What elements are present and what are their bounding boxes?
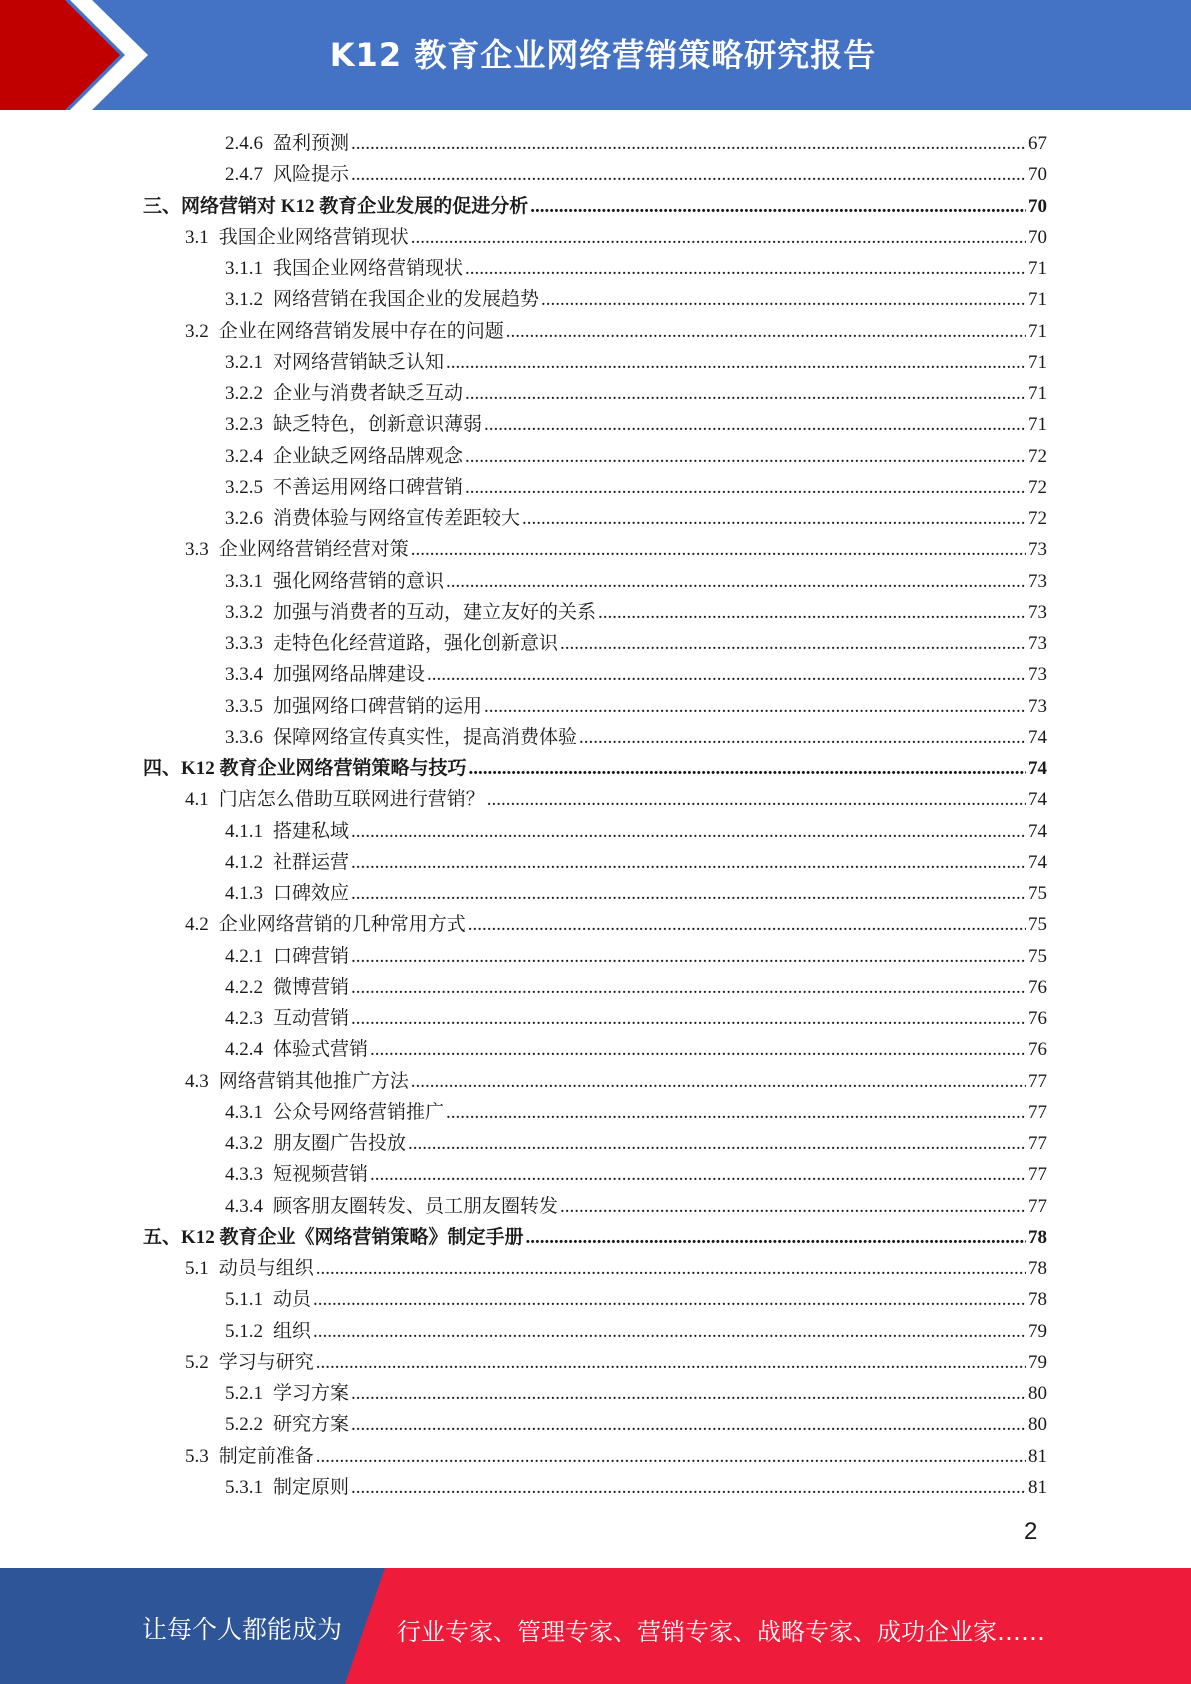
toc-dot-leader (598, 597, 1026, 628)
toc-entry[interactable] (143, 409, 1047, 440)
toc-entry-page: 74 (1028, 758, 1047, 779)
toc-dot-leader (351, 878, 1026, 909)
toc-dot-leader (446, 566, 1026, 597)
toc-entry-number: 5.2.2 (225, 1414, 263, 1436)
toc-entry-page: 70 (1028, 164, 1047, 186)
toc-entry-title: 加强与消费者的互动，建立友好的关系 (273, 601, 597, 623)
toc-dot-leader (351, 1409, 1026, 1440)
toc-entry-page: 77 (1028, 1070, 1047, 1092)
toc-entry-title: 企业与消费者缺乏互动 (273, 383, 464, 404)
toc-entry[interactable] (143, 1441, 1047, 1472)
toc-entry-page: 73 (1028, 601, 1047, 623)
toc-entry-title: 社群运营 (273, 851, 350, 873)
toc-entry-number: 2.4.6 (225, 133, 263, 154)
toc-entry[interactable] (143, 347, 1047, 378)
toc-entry-title: 网络营销在我国企业的发展趋势 (273, 289, 540, 311)
toc-entry[interactable] (143, 222, 1047, 253)
toc-entry-title: 三、网络营销对 K12 教育企业发展的促进分析 (143, 195, 529, 217)
toc-entry-page: 75 (1028, 914, 1047, 936)
toc-entry-number: 4.2.3 (225, 1008, 263, 1029)
toc-entry[interactable] (143, 441, 1047, 472)
toc-entry-number: 3.3.6 (225, 726, 263, 748)
toc-entry-title: 动员与组织 (218, 1258, 314, 1279)
toc-dot-leader (506, 316, 1026, 347)
toc-entry-page: 73 (1028, 695, 1047, 717)
toc-entry[interactable] (143, 816, 1047, 847)
toc-entry-number: 4.3 (185, 1070, 209, 1092)
page-footer (0, 1568, 1191, 1684)
toc-dot-leader (316, 1441, 1026, 1472)
table-of-contents (143, 128, 1047, 1503)
toc-entry-number: 5.1.2 (225, 1320, 263, 1342)
toc-entry[interactable] (143, 1128, 1047, 1159)
toc-dot-leader (408, 1128, 1026, 1159)
toc-entry-page: 80 (1028, 1383, 1047, 1404)
toc-entry-title: 制定原则 (273, 1476, 350, 1498)
toc-entry-number: 2.4.7 (225, 164, 263, 186)
toc-entry-number: 3.1.1 (225, 258, 263, 279)
toc-entry-page: 71 (1028, 414, 1047, 436)
toc-entry-title: 对网络营销缺乏认知 (273, 351, 445, 373)
toc-entry-number: 5.1.1 (225, 1289, 263, 1311)
toc-entry-title: 缺乏特色，创新意识薄弱 (273, 414, 483, 436)
toc-entry-title: 朋友圈广告投放 (273, 1133, 407, 1154)
toc-entry-page: 79 (1028, 1320, 1047, 1342)
document-title: K12 教育企业网络营销策略研究报告 (329, 36, 877, 74)
toc-dot-leader (465, 472, 1026, 503)
toc-entry[interactable] (143, 566, 1047, 597)
toc-entry-page: 78 (1028, 1226, 1047, 1248)
toc-entry-number: 4.3.4 (225, 1195, 263, 1217)
toc-dot-leader (370, 1159, 1026, 1190)
toc-entry[interactable] (143, 784, 1047, 815)
toc-entry-page: 77 (1028, 1164, 1047, 1186)
toc-entry-title: 五、K12 教育企业《网络营销策略》制定手册 (143, 1226, 524, 1248)
toc-entry-title: 网络营销其他推广方法 (218, 1070, 409, 1092)
toc-entry[interactable] (143, 1066, 1047, 1097)
toc-dot-leader (313, 1316, 1026, 1347)
toc-entry-number: 3.3.2 (225, 601, 263, 623)
toc-dot-leader (351, 1472, 1026, 1503)
toc-entry-title: 企业网络营销经营对策 (218, 539, 409, 561)
toc-dot-leader (446, 1097, 1026, 1128)
toc-entry-number: 3.3.5 (225, 695, 263, 717)
toc-entry-page: 75 (1028, 945, 1047, 967)
toc-entry-page: 78 (1028, 1289, 1047, 1311)
toc-entry-title: 研究方案 (273, 1414, 350, 1436)
toc-entry-page: 77 (1028, 1133, 1047, 1154)
toc-entry-title: 公众号网络营销推广 (273, 1101, 445, 1123)
toc-entry-title: 学习与研究 (218, 1351, 314, 1373)
toc-entry-number: 5.2.1 (225, 1383, 263, 1404)
toc-entry[interactable] (143, 316, 1047, 347)
toc-dot-leader (411, 1066, 1026, 1097)
toc-entry-title: 短视频营销 (273, 1164, 369, 1186)
toc-entry-page: 76 (1028, 1008, 1047, 1029)
toc-entry-page: 71 (1028, 258, 1047, 279)
toc-entry-number: 4.2 (185, 914, 209, 936)
toc-entry[interactable] (143, 691, 1047, 722)
toc-entry-number: 3.2 (185, 320, 209, 342)
toc-entry-number: 4.2.1 (225, 945, 263, 967)
toc-entry-number: 3.3.4 (225, 664, 263, 686)
toc-entry-title: 动员 (273, 1289, 312, 1311)
toc-entry-number: 3.2.2 (225, 383, 263, 404)
toc-entry-title: 口碑效应 (273, 883, 350, 904)
toc-entry-page: 77 (1028, 1101, 1047, 1123)
toc-entry-page: 73 (1028, 664, 1047, 686)
toc-entry-page: 71 (1028, 351, 1047, 373)
toc-dot-leader (484, 691, 1026, 722)
toc-entry[interactable] (143, 284, 1047, 315)
toc-entry-number: 5.1 (185, 1258, 209, 1279)
toc-entry-number: 3.3 (185, 539, 209, 561)
toc-entry-number: 4.1.2 (225, 851, 263, 873)
toc-entry-title: 加强网络品牌建设 (273, 664, 426, 686)
toc-entry-title: 消费体验与网络宣传差距较大 (273, 508, 521, 529)
toc-entry-page: 77 (1028, 1195, 1047, 1217)
toc-entry-page: 80 (1028, 1414, 1047, 1436)
toc-entry[interactable] (143, 909, 1047, 940)
toc-entry-number: 4.1 (185, 789, 209, 811)
toc-entry-title: 微博营销 (273, 976, 350, 998)
toc-entry-title: 风险提示 (273, 164, 350, 186)
toc-dot-leader (351, 972, 1026, 1003)
page-header (0, 0, 1191, 110)
toc-entry-page: 70 (1028, 226, 1047, 248)
toc-entry-title: 口碑营销 (273, 945, 350, 967)
toc-dot-leader (465, 253, 1026, 284)
toc-entry-title: 我国企业网络营销现状 (273, 258, 464, 279)
toc-entry-page: 70 (1028, 195, 1047, 217)
toc-entry-page: 74 (1028, 820, 1047, 842)
toc-entry-number: 3.1.2 (225, 289, 263, 311)
toc-entry-title: 四、K12 教育企业网络营销策略与技巧 (143, 758, 467, 779)
toc-dot-leader (316, 1347, 1026, 1378)
toc-dot-leader (465, 378, 1026, 409)
toc-dot-leader (351, 1003, 1026, 1034)
toc-dot-leader (465, 441, 1026, 472)
toc-entry[interactable] (143, 847, 1047, 878)
toc-dot-leader (560, 628, 1026, 659)
footer-roles: 行业专家、管理专家、营销专家、战略专家、成功企业家…… (397, 1618, 1045, 1646)
toc-entry[interactable] (143, 941, 1047, 972)
toc-entry[interactable] (143, 1409, 1047, 1440)
toc-entry-title: 体验式营销 (273, 1039, 369, 1061)
toc-dot-leader (530, 191, 1026, 222)
toc-entry-number: 3.2.5 (225, 476, 263, 498)
toc-entry-page: 81 (1028, 1445, 1047, 1467)
toc-entry[interactable] (143, 1191, 1047, 1222)
toc-entry-title: 企业在网络营销发展中存在的问题 (218, 320, 504, 342)
toc-entry-page: 74 (1028, 726, 1047, 748)
toc-entry[interactable] (143, 1097, 1047, 1128)
toc-entry-number: 3.2.6 (225, 508, 263, 529)
toc-entry-title: 不善运用网络口碑营销 (273, 476, 464, 498)
toc-entry-number: 3.2.4 (225, 445, 263, 467)
toc-entry[interactable] (143, 1034, 1047, 1065)
toc-entry-page: 67 (1028, 133, 1047, 154)
toc-dot-leader (351, 941, 1026, 972)
toc-entry-page: 74 (1028, 789, 1047, 811)
toc-entry-number: 3.3.1 (225, 570, 263, 592)
toc-entry-number: 5.2 (185, 1351, 209, 1373)
toc-entry-title: 我国企业网络营销现状 (218, 226, 409, 248)
toc-entry-page: 72 (1028, 508, 1047, 529)
toc-dot-leader (526, 1222, 1026, 1253)
toc-entry[interactable] (143, 1347, 1047, 1378)
toc-entry-number: 5.3 (185, 1445, 209, 1467)
toc-dot-leader (351, 816, 1026, 847)
toc-dot-leader (313, 1284, 1026, 1315)
toc-entry-page: 76 (1028, 1039, 1047, 1061)
toc-entry-title: 组织 (273, 1320, 312, 1342)
toc-entry-page: 76 (1028, 976, 1047, 998)
toc-entry-title: 制定前准备 (218, 1445, 314, 1467)
toc-entry-page: 71 (1028, 320, 1047, 342)
toc-entry-number: 3.2.3 (225, 414, 263, 436)
toc-entry-page: 75 (1028, 883, 1047, 904)
toc-dot-leader (351, 1378, 1026, 1409)
toc-entry-title: 企业缺乏网络品牌观念 (273, 445, 464, 467)
toc-dot-leader (469, 753, 1026, 784)
toc-entry-page: 78 (1028, 1258, 1047, 1279)
toc-dot-leader (316, 1253, 1026, 1284)
toc-entry-number: 4.3.1 (225, 1101, 263, 1123)
toc-entry[interactable] (143, 597, 1047, 628)
toc-entry[interactable] (143, 659, 1047, 690)
toc-dot-leader (579, 722, 1026, 753)
toc-entry-number: 4.1.3 (225, 883, 263, 904)
toc-entry-number: 4.3.2 (225, 1133, 263, 1154)
toc-entry-page: 71 (1028, 383, 1047, 404)
toc-entry-page: 79 (1028, 1351, 1047, 1373)
toc-dot-leader (351, 847, 1026, 878)
toc-entry[interactable] (143, 722, 1047, 753)
toc-entry-page: 73 (1028, 570, 1047, 592)
toc-entry[interactable] (143, 972, 1047, 1003)
toc-entry[interactable] (143, 628, 1047, 659)
footer-slogan: 让每个人都能成为 (142, 1615, 343, 1644)
toc-entry-page: 71 (1028, 289, 1047, 311)
toc-dot-leader (487, 784, 1026, 815)
toc-entry[interactable] (143, 159, 1047, 190)
toc-dot-leader (411, 534, 1026, 565)
toc-dot-leader (411, 222, 1026, 253)
toc-entry-page: 73 (1028, 633, 1047, 654)
toc-entry[interactable] (143, 1472, 1047, 1503)
toc-dot-leader (351, 159, 1026, 190)
toc-entry[interactable] (143, 253, 1047, 284)
toc-entry-title: 互动营销 (273, 1008, 350, 1029)
toc-entry[interactable] (143, 128, 1047, 159)
toc-entry-page: 72 (1028, 476, 1047, 498)
toc-entry[interactable] (143, 503, 1047, 534)
toc-entry-title: 学习方案 (273, 1383, 350, 1404)
toc-entry-number: 5.3.1 (225, 1476, 263, 1498)
toc-entry[interactable] (143, 472, 1047, 503)
toc-dot-leader (351, 128, 1026, 159)
toc-entry-title: 保障网络宣传真实性，提高消费体验 (273, 726, 578, 748)
toc-entry-number: 4.2.2 (225, 976, 263, 998)
toc-entry-title: 顾客朋友圈转发、员工朋友圈转发 (273, 1195, 559, 1217)
toc-entry[interactable] (143, 1316, 1047, 1347)
toc-dot-leader (522, 503, 1026, 534)
toc-entry-page: 74 (1028, 851, 1047, 873)
toc-entry-number: 3.3.3 (225, 633, 263, 654)
toc-entry-number: 4.3.3 (225, 1164, 263, 1186)
toc-entry[interactable] (143, 1253, 1047, 1284)
toc-entry-number: 4.1.1 (225, 820, 263, 842)
toc-entry-number: 4.2.4 (225, 1039, 263, 1061)
toc-entry-title: 门店怎么借助互联网进行营销？ (218, 789, 485, 811)
toc-dot-leader (446, 347, 1026, 378)
toc-entry-page: 72 (1028, 445, 1047, 467)
toc-entry[interactable] (143, 1284, 1047, 1315)
toc-dot-leader (468, 909, 1026, 940)
toc-dot-leader (427, 659, 1026, 690)
toc-entry-title: 加强网络口碑营销的运用 (273, 695, 483, 717)
toc-entry[interactable] (143, 191, 1047, 222)
toc-entry-number: 3.2.1 (225, 351, 263, 373)
toc-entry-title: 走特色化经营道路，强化创新意识 (273, 633, 559, 654)
toc-dot-leader (370, 1034, 1026, 1065)
toc-entry[interactable] (143, 1159, 1047, 1190)
toc-dot-leader (484, 409, 1026, 440)
toc-entry-page: 81 (1028, 1476, 1047, 1498)
toc-entry-page: 73 (1028, 539, 1047, 561)
toc-dot-leader (560, 1191, 1026, 1222)
toc-entry[interactable] (143, 534, 1047, 565)
toc-entry[interactable] (143, 753, 1047, 784)
toc-entry-title: 强化网络营销的意识 (273, 570, 445, 592)
toc-dot-leader (541, 284, 1026, 315)
toc-entry[interactable] (143, 1378, 1047, 1409)
page-number: 2 (1024, 1518, 1038, 1545)
toc-entry[interactable] (143, 878, 1047, 909)
toc-entry-number: 3.1 (185, 226, 209, 248)
toc-entry[interactable] (143, 1222, 1047, 1253)
toc-entry-title: 盈利预测 (273, 133, 350, 154)
toc-entry[interactable] (143, 1003, 1047, 1034)
toc-entry[interactable] (143, 378, 1047, 409)
toc-entry-title: 搭建私域 (273, 820, 350, 842)
toc-entry-title: 企业网络营销的几种常用方式 (218, 914, 466, 936)
